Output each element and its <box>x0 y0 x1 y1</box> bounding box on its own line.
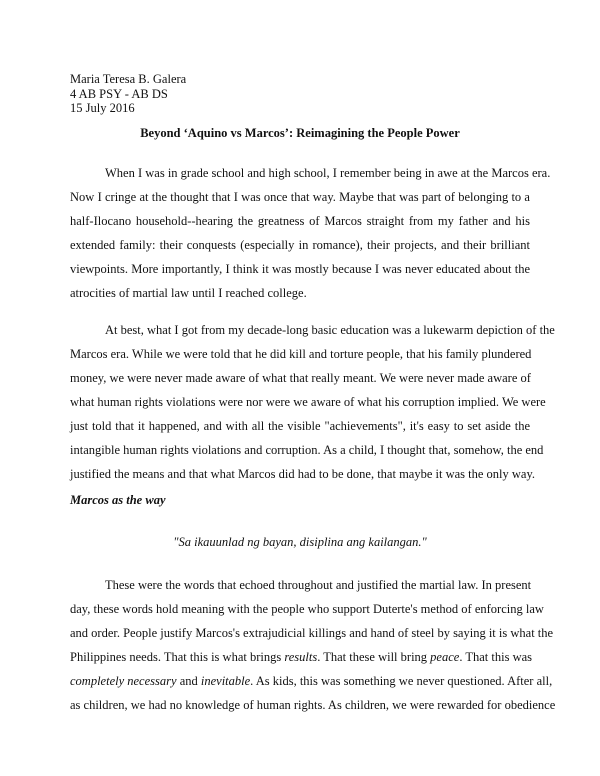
emphasis-results: results <box>284 650 318 664</box>
p2-line: just told that it happened, and with all the visible "achievements", it's easy to set aside the <box>70 419 530 433</box>
text-run: . That these will bring <box>317 650 431 664</box>
p1-line: viewpoints. More importantly, I think it was mostly because I was never educated about the <box>70 262 530 276</box>
emphasis-inevitable: inevitable <box>200 674 251 688</box>
p1-line: Now I cringe at the thought that I was once that way. Maybe that was part of belonging to a <box>70 190 530 204</box>
p1-line: atrocities of martial law until I reached college. <box>70 286 307 300</box>
p2-line: At best, what I got from my decade-long basic education was a lukewarm depiction of the <box>105 323 555 337</box>
emphasis-peace: peace <box>430 650 460 664</box>
emphasis-necessary: completely necessary <box>70 674 177 688</box>
p3-line <box>70 650 533 664</box>
p2-line: money, we were never made aware of what that really meant. We were never made aware of <box>70 371 531 385</box>
p2-line: intangible human rights violations and corruption. As a child, I thought that, somehow, the end <box>70 443 544 457</box>
p3-line: as children, we had no knowledge of human rights. As children, we were rewarded for obedience <box>70 698 556 712</box>
p1-line: When I was in grade school and high school, I remember being in awe at the Marcos era. <box>105 166 551 180</box>
block-quote: "Sa ikauunlad ng bayan, disiplina ang kailangan." <box>173 535 427 549</box>
p2-line: Marcos era. While we were told that he did kill and torture people, that his family plundered <box>70 347 532 361</box>
p1-line: extended family: their conquests (especially in romance), their projects, and their brilliant <box>70 238 530 252</box>
text-run: and <box>176 674 201 688</box>
p3-line: and order. People justify Marcos's extrajudicial killings and hand of steel by saying it is what the <box>70 626 554 640</box>
text-run: . That this was <box>459 650 533 664</box>
p3-line: These were the words that echoed throughout and justified the martial law. In present <box>105 578 532 592</box>
course-line: 4 AB PSY - AB DS <box>70 87 168 101</box>
date-line: 15 July 2016 <box>70 101 135 115</box>
p1-line: half-Ilocano household--hearing the greatness of Marcos straight from my father and his <box>70 214 530 228</box>
author-name: Maria Teresa B. Galera <box>70 72 187 86</box>
p3-line <box>70 674 553 688</box>
p2-line: justified the means and that what Marcos did had to be done, that maybe it was the only way. <box>70 467 536 481</box>
section-heading: Marcos as the way <box>70 493 166 507</box>
text-run: Philippines needs. That this is what brings <box>70 650 285 664</box>
p3-line: day, these words hold meaning with the people who support Duterte's method of enforcing law <box>70 602 544 616</box>
text-run: . As kids, this was something we never questioned. After all, <box>250 674 553 688</box>
essay-title: Beyond ‘Aquino vs Marcos’: Reimagining the People Power <box>140 126 460 140</box>
p2-line: what human rights violations were nor were we aware of what his corruption implied. We were <box>70 395 546 409</box>
